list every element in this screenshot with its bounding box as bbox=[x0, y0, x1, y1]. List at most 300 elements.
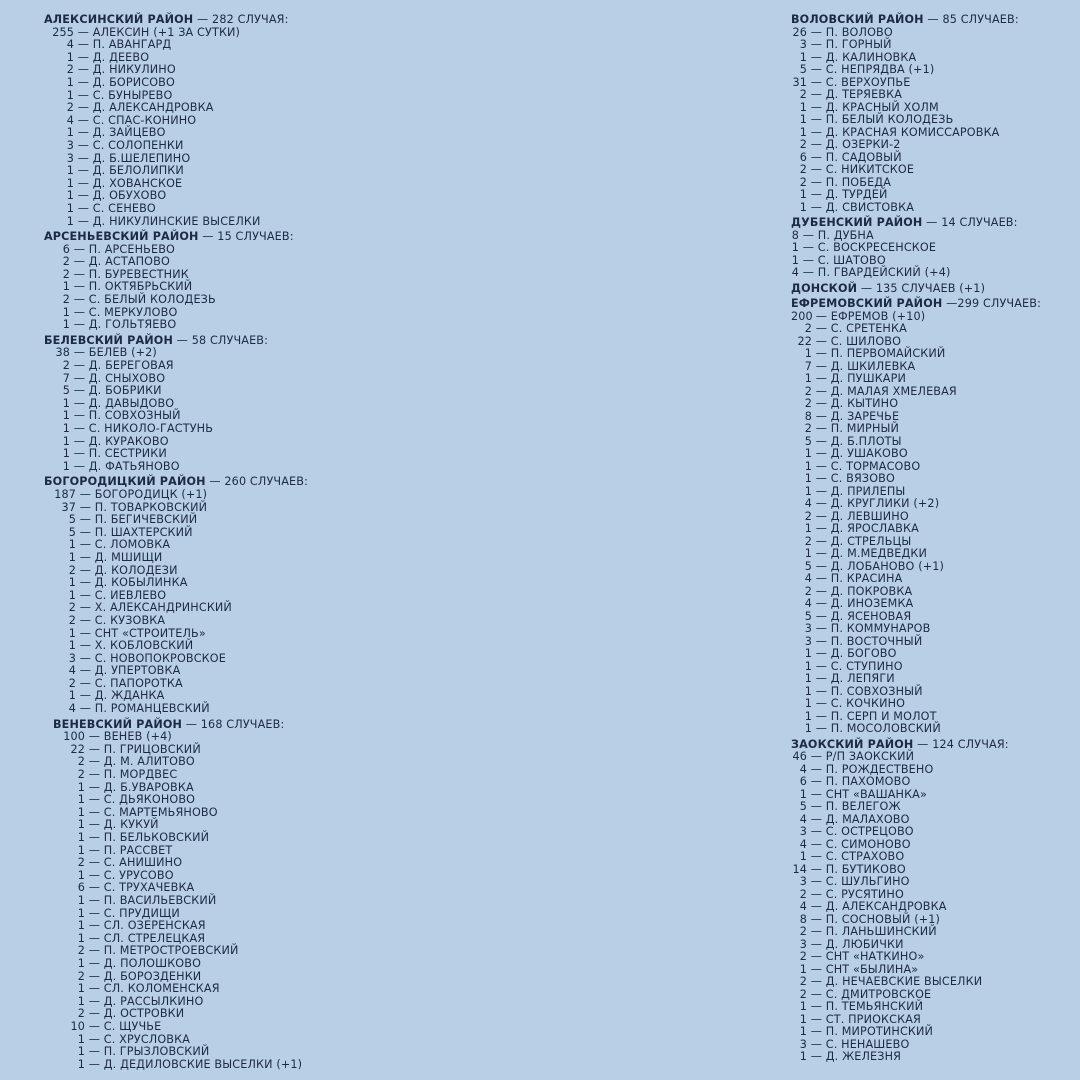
case-count: 6 bbox=[799, 150, 807, 164]
settlement-name: — П. ГОРНЫЙ bbox=[810, 38, 892, 52]
case-count: 2 bbox=[68, 563, 76, 577]
settlement-name: — С. ОСТРЕЦОВО bbox=[810, 825, 914, 839]
list-item bbox=[791, 267, 1076, 280]
settlement-name: — Д. УПЕРТОВКА bbox=[79, 664, 181, 678]
settlement-name: — Д. КАЛИНОВКА bbox=[810, 50, 917, 64]
settlement-name: — Д. УШАКОВО bbox=[815, 447, 908, 461]
case-count: 1 bbox=[804, 472, 812, 486]
case-count: 1 bbox=[68, 538, 76, 552]
case-count: 4 bbox=[804, 572, 812, 586]
district-name: ЕФРЕМОВСКИЙ РАЙОН bbox=[791, 297, 943, 311]
settlement-name: — С. СТРАХОВО bbox=[810, 850, 905, 864]
case-count: 1 bbox=[66, 164, 74, 178]
case-count: 2 bbox=[799, 950, 807, 964]
settlement-name: — П. БУТИКОВО bbox=[810, 862, 906, 876]
case-count: 2 bbox=[799, 975, 807, 989]
case-count: 1 bbox=[66, 214, 74, 228]
settlement-name: — Д. КРАСНАЯ КОМИССАРОВКА bbox=[810, 125, 1000, 139]
district-block bbox=[44, 719, 544, 1072]
settlement-name: — С. МАРТЕМЬЯНОВО bbox=[88, 805, 218, 819]
settlement-name: — П. КОММУНАРОВ bbox=[815, 622, 931, 636]
list-item bbox=[44, 461, 544, 474]
settlement-name: — П. МОСОЛОВСКИЙ bbox=[815, 722, 941, 736]
settlement-name: — С. СОЛОПЕНКИ bbox=[77, 138, 184, 152]
case-count: 3 bbox=[68, 651, 76, 665]
settlement-name: — П. ПОБЕДА bbox=[810, 175, 891, 189]
case-count: 1 bbox=[77, 805, 85, 819]
list-item bbox=[44, 703, 544, 716]
case-count: 38 bbox=[55, 346, 70, 360]
case-count: 255 bbox=[52, 25, 74, 39]
case-count: 1 bbox=[804, 659, 812, 673]
case-count: 3 bbox=[804, 634, 812, 648]
case-count: 3 bbox=[66, 138, 74, 152]
settlement-name: — С. ВЯЗОВО bbox=[815, 472, 895, 486]
case-count: 1 bbox=[77, 931, 85, 945]
case-count: 6 bbox=[799, 775, 807, 789]
case-count: 8 bbox=[799, 912, 807, 926]
settlement-name: — П. АВАНГАРД bbox=[77, 38, 172, 52]
case-count: 1 bbox=[799, 850, 807, 864]
settlement-name: — Д. ПУШКАРИ bbox=[815, 372, 907, 386]
settlement-name: — Д. БОГОВО bbox=[815, 647, 897, 661]
settlement-name: — П. ОКТЯБРЬСКИЙ bbox=[73, 280, 193, 294]
settlement-name: — П. МЕТРОСТРОЕВСКИЙ bbox=[88, 944, 239, 958]
settlement-name: — Д. ЛЮБИЧКИ bbox=[810, 937, 904, 951]
list-item bbox=[44, 319, 544, 332]
case-count: 2 bbox=[77, 969, 85, 983]
case-count: 8 bbox=[791, 228, 799, 242]
settlement-name: — П. МИРНЫЙ bbox=[815, 422, 900, 436]
case-count: 1 bbox=[804, 447, 812, 461]
district-block bbox=[791, 283, 1076, 296]
case-count: 31 bbox=[792, 75, 807, 89]
case-count: 3 bbox=[799, 937, 807, 951]
settlement-name: — Д. ОБУХОВО bbox=[77, 189, 167, 203]
case-count: 1 bbox=[77, 793, 85, 807]
case-count: 4 bbox=[68, 702, 76, 716]
settlement-name: — С. ЩУЧЬЕ bbox=[88, 1019, 162, 1033]
settlement-name: — Д. КУКУЙ bbox=[88, 818, 159, 832]
district-block bbox=[44, 335, 544, 474]
settlement-name: — С. ВЕРХОУПЬЕ bbox=[810, 75, 911, 89]
case-count: 1 bbox=[62, 396, 70, 410]
list-item bbox=[44, 1059, 544, 1072]
case-count: 14 bbox=[792, 862, 807, 876]
settlement-name: — С. НИКИТСКОЕ bbox=[810, 163, 915, 177]
settlement-name: — С. ПАПОРОТКА bbox=[79, 676, 183, 690]
settlement-name: — СЛ. ОЗЕРЕНСКАЯ bbox=[88, 919, 206, 933]
case-count: 5 bbox=[804, 609, 812, 623]
list-item bbox=[791, 1051, 1076, 1064]
settlement-name: — П. САДОВЫЙ bbox=[810, 150, 902, 164]
case-count: 2 bbox=[799, 88, 807, 102]
district-name: ВОЛОВСКИЙ РАЙОН bbox=[791, 13, 924, 26]
case-count: 2 bbox=[804, 422, 812, 436]
settlement-name: — Х. АЛЕКСАНДРИНСКИЙ bbox=[79, 601, 232, 615]
case-count: 5 bbox=[68, 513, 76, 527]
case-count: 1 bbox=[799, 113, 807, 127]
settlement-name: — СНТ «СТРОИТЕЛЬ» bbox=[79, 626, 206, 640]
settlement-name: — П. СЕСТРИКИ bbox=[73, 447, 167, 461]
settlement-name: — С. ВОСКРЕСЕНСКОЕ bbox=[802, 241, 937, 255]
settlement-name: — С. НЕПРЯДВА (+1) bbox=[810, 63, 935, 77]
case-count: 2 bbox=[799, 925, 807, 939]
case-count: 1 bbox=[62, 434, 70, 448]
list-item bbox=[44, 216, 544, 229]
case-count: 1 bbox=[77, 1045, 85, 1059]
case-count: 1 bbox=[804, 722, 812, 736]
district-total: — 58 СЛУЧАЕВ: bbox=[176, 333, 269, 347]
settlement-name: — Д. ГОЛЬТЯЕВО bbox=[73, 318, 177, 332]
case-count: 200 bbox=[791, 309, 813, 323]
case-count: 7 bbox=[804, 359, 812, 373]
settlement-name: — Д. ТУРДЕЙ bbox=[810, 188, 888, 202]
settlement-name: — Д. КЫТИНО bbox=[815, 397, 899, 411]
case-count: 7 bbox=[62, 371, 70, 385]
district-total: — 15 СЛУЧАЕВ: bbox=[202, 230, 294, 244]
settlement-name: — С. ЛОМОВКА bbox=[79, 538, 171, 552]
settlement-name: — П. СЕРП И МОЛОТ bbox=[815, 709, 937, 723]
settlement-name: — С. ШИЛОВО bbox=[815, 334, 902, 348]
settlement-name: — Д. ШКИЛЕВКА bbox=[815, 359, 916, 373]
district-block bbox=[44, 231, 544, 332]
settlement-name: — Д. М. АЛИТОВО bbox=[88, 755, 195, 769]
settlement-name: — С. ПРУДИЩИ bbox=[88, 906, 180, 920]
settlement-name: — Д. ПОКРОВКА bbox=[815, 584, 913, 598]
settlement-name: — СНТ «БЫЛИНА» bbox=[810, 962, 919, 976]
settlement-name: — Д. КОБЫЛИНКА bbox=[79, 576, 188, 590]
case-count: 1 bbox=[77, 780, 85, 794]
case-count: 1 bbox=[68, 550, 76, 564]
settlement-name: — Д. Б.ШЕЛЕПИНО bbox=[77, 151, 191, 165]
settlement-name: — Д. СТРЕЛЬЦЫ bbox=[815, 534, 912, 548]
case-count: 1 bbox=[77, 906, 85, 920]
case-count: 1 bbox=[77, 956, 85, 970]
district-total: — 85 СЛУЧАЕВ: bbox=[927, 13, 1019, 26]
settlement-name: — Д. БОРОЗДЕНКИ bbox=[88, 969, 202, 983]
settlement-name: — Д. ДЕДИЛОВСКИЕ ВЫСЕЛКИ (+1) bbox=[88, 1057, 303, 1071]
case-count: 1 bbox=[66, 201, 74, 215]
settlement-name: — П. ЛАНЬШИНСКИЙ bbox=[810, 925, 937, 939]
settlement-name: — ВЕНЕВ (+4) bbox=[88, 730, 172, 744]
case-count: 1 bbox=[66, 126, 74, 140]
settlement-name: — С. СРЕТЕНКА bbox=[815, 322, 907, 336]
settlement-name: — С. НОВОПОКРОВСКОЕ bbox=[79, 651, 226, 665]
case-count: 2 bbox=[62, 359, 70, 373]
settlement-name: — П. ВОЛОВО bbox=[810, 25, 893, 39]
case-count: 2 bbox=[804, 584, 812, 598]
case-count: 1 bbox=[77, 868, 85, 882]
settlement-name: — Д. АСТАПОВО bbox=[73, 255, 170, 269]
case-count: 1 bbox=[77, 843, 85, 857]
case-count: 3 bbox=[799, 38, 807, 52]
case-count: 1 bbox=[66, 176, 74, 190]
case-count: 2 bbox=[77, 1007, 85, 1021]
settlement-name: — П. БЕЛЬКОВСКИЙ bbox=[88, 831, 210, 844]
case-count: 187 bbox=[54, 487, 76, 501]
case-count: 4 bbox=[799, 762, 807, 776]
case-count: 1 bbox=[77, 919, 85, 933]
settlement-name: — Д. Б.ПЛОТЫ bbox=[815, 434, 902, 448]
settlement-name: — Д. ЛЕПЯГИ bbox=[815, 672, 895, 686]
case-count: 2 bbox=[62, 255, 70, 269]
case-count: 2 bbox=[62, 293, 70, 307]
settlement-name: — С. КУЗОВКА bbox=[79, 613, 166, 627]
case-count: 1 bbox=[77, 1032, 85, 1046]
settlement-name: — Д. КРАСНЫЙ ХОЛМ bbox=[810, 100, 939, 114]
settlement-name: — Д. ЛОБАНОВО (+1) bbox=[815, 559, 945, 573]
case-count: 1 bbox=[62, 318, 70, 332]
settlement-name: — Д. ЗАЙЦЕВО bbox=[77, 126, 166, 140]
settlement-name: — С. НЕНАШЕВО bbox=[810, 1037, 910, 1051]
settlement-name: — Д. АЛЕКСАНДРОВКА bbox=[810, 900, 947, 914]
settlement-name: — С. НИКОЛО-ГАСТУНЬ bbox=[73, 422, 214, 435]
settlement-name: — П. СОСНОВЫЙ (+1) bbox=[810, 912, 941, 926]
case-count: 2 bbox=[804, 397, 812, 411]
case-count: 100 bbox=[63, 730, 85, 744]
district-total: — 124 СЛУЧАЯ: bbox=[917, 737, 1009, 751]
settlement-name: — С. СТУПИНО bbox=[815, 659, 903, 673]
case-count: 1 bbox=[66, 50, 74, 64]
settlement-name: — Д. НЕЧАЕВСКИЕ ВЫСЕЛКИ bbox=[810, 975, 983, 989]
case-count: 2 bbox=[804, 384, 812, 398]
settlement-name: — Д. БЕЛОЛИПКИ bbox=[77, 164, 184, 178]
settlement-name: — П. РАССВЕТ bbox=[88, 843, 173, 857]
settlement-name: — С. ШАТОВО bbox=[802, 253, 886, 267]
case-count: 37 bbox=[61, 500, 76, 514]
settlement-name: — С. ИЕВЛЕВО bbox=[79, 588, 167, 602]
settlement-name: — АЛЕКСИН (+1 ЗА СУТКИ) bbox=[77, 25, 241, 39]
case-count: 1 bbox=[799, 200, 807, 214]
case-count: 1 bbox=[804, 672, 812, 686]
settlement-name: — П. ДУБНА bbox=[802, 228, 874, 242]
case-count: 1 bbox=[62, 280, 70, 294]
settlement-name: — СТ. ПРИОКСКАЯ bbox=[810, 1012, 921, 1026]
case-count: 5 bbox=[62, 384, 70, 398]
settlement-name: — С. ДМИТРОВСКОЕ bbox=[810, 987, 932, 1001]
case-count: 6 bbox=[77, 881, 85, 895]
case-count: 1 bbox=[799, 787, 807, 801]
case-count: 2 bbox=[804, 322, 812, 336]
case-count: 5 bbox=[799, 800, 807, 814]
case-count: 1 bbox=[68, 576, 76, 590]
case-count: 2 bbox=[799, 175, 807, 189]
settlement-name: — Д. ЯСЕНОВАЯ bbox=[815, 609, 912, 623]
settlement-name: — С. ШУЛЬГИНО bbox=[810, 875, 910, 889]
case-count: 4 bbox=[791, 266, 799, 280]
settlement-name: — С. СПАС-КОНИНО bbox=[77, 113, 197, 127]
case-count: 5 bbox=[804, 559, 812, 573]
settlement-name: — Д. РАССЫЛКИНО bbox=[88, 994, 204, 1008]
settlement-name: — Д. ПОЛОШКОВО bbox=[88, 956, 202, 970]
district-block bbox=[791, 217, 1076, 280]
case-count: 1 bbox=[791, 253, 799, 267]
settlement-name: — Д. ЯРОСЛАВКА bbox=[815, 522, 919, 536]
district-total: — 282 СЛУЧАЯ: bbox=[197, 13, 289, 26]
settlement-name: — П. БЕЛЫЙ КОЛОДЕЗЬ bbox=[810, 113, 954, 127]
case-count: 22 bbox=[70, 742, 85, 756]
list-item bbox=[791, 202, 1076, 215]
case-count: 4 bbox=[804, 597, 812, 611]
case-count: 4 bbox=[66, 38, 74, 52]
case-count: 2 bbox=[77, 755, 85, 769]
settlement-name: — С. ХРУСЛОВКА bbox=[88, 1032, 191, 1046]
case-count: 1 bbox=[799, 50, 807, 64]
settlement-name: — Д. ДАВЫДОВО bbox=[73, 396, 175, 410]
case-count: 1 bbox=[799, 1012, 807, 1026]
settlement-name: — С. РУСЯТИНО bbox=[810, 887, 904, 901]
settlement-name: — Д. ОСТРОВКИ bbox=[88, 1007, 185, 1021]
case-count: 2 bbox=[77, 944, 85, 958]
case-count: 4 bbox=[799, 812, 807, 826]
settlement-name: — Д. ДЕЕВО bbox=[77, 50, 150, 64]
settlement-name: — СЛ. КОЛОМЕНСКАЯ bbox=[88, 982, 220, 996]
list-item bbox=[791, 723, 1076, 736]
case-count: 22 bbox=[797, 334, 812, 348]
settlement-name: — Д. СНЫХОВО bbox=[73, 371, 166, 385]
case-count: 2 bbox=[799, 138, 807, 152]
case-count: 1 bbox=[68, 626, 76, 640]
settlement-name: — Д. НИКУЛИНО bbox=[77, 63, 176, 77]
case-count: 1 bbox=[77, 818, 85, 832]
settlement-name: — Д. Б.УВАРОВКА bbox=[88, 780, 194, 794]
settlement-name: — С. СИМОНОВО bbox=[810, 837, 911, 851]
right-column bbox=[791, 14, 1076, 1067]
case-count: 1 bbox=[804, 709, 812, 723]
settlement-name: — П. ГРЫЗЛОВСКИЙ bbox=[88, 1045, 210, 1059]
case-count: 2 bbox=[68, 676, 76, 690]
case-count: 1 bbox=[799, 1000, 807, 1014]
settlement-name: — БЕЛЕВ (+2) bbox=[73, 346, 157, 360]
case-count: 1 bbox=[77, 893, 85, 907]
district-name: ДУБЕНСКИЙ РАЙОН bbox=[791, 216, 923, 230]
settlement-name: — Д. М.МЕДВЕДКИ bbox=[815, 547, 928, 561]
case-count: 10 bbox=[70, 1019, 85, 1033]
case-count: 1 bbox=[804, 347, 812, 361]
case-count: 1 bbox=[799, 1025, 807, 1039]
settlement-name: — Д. БОБРИКИ bbox=[73, 384, 162, 398]
settlement-name: — Р/П ЗАОКСКИЙ bbox=[810, 750, 915, 764]
settlement-name: — П. ТОВАРКОВСКИЙ bbox=[79, 500, 208, 514]
case-count: 3 bbox=[799, 825, 807, 839]
case-count: 1 bbox=[799, 100, 807, 114]
district-name: БОГОРОДИЦКИЙ РАЙОН bbox=[44, 475, 206, 489]
case-count: 2 bbox=[804, 509, 812, 523]
settlement-name: — Д. ИНОЗЕМКА bbox=[815, 597, 914, 611]
settlement-name: — Д. КУРАКОВО bbox=[73, 434, 169, 448]
settlement-name: — П. БЕГИЧЕВСКИЙ bbox=[79, 513, 198, 527]
case-count: 5 bbox=[799, 63, 807, 77]
settlement-name: — С. МЕРКУЛОВО bbox=[73, 305, 178, 319]
case-count: 1 bbox=[804, 372, 812, 386]
settlement-name: — Д. ТЕРЯЕВКА bbox=[810, 88, 903, 102]
settlement-name: — Д. ОЗЕРКИ-2 bbox=[810, 138, 901, 152]
settlement-name: — С. БУНЫРЕВО bbox=[77, 88, 173, 102]
settlement-name: — Д. ЖЕЛЕЗНЯ bbox=[810, 1050, 902, 1064]
district-total: — 168 СЛУЧАЕВ: bbox=[185, 717, 285, 731]
settlement-name: — С. ТРУХАЧЕВКА bbox=[88, 881, 195, 895]
district-total: —299 СЛУЧАЕВ: bbox=[946, 297, 1042, 311]
district-name: АЛЕКСИНСКИЙ РАЙОН bbox=[44, 13, 194, 26]
settlement-name: — Д. ЛЕВШИНО bbox=[815, 509, 909, 523]
left-column bbox=[44, 14, 544, 1074]
case-count: 3 bbox=[799, 875, 807, 889]
case-count: 1 bbox=[799, 962, 807, 976]
case-count: 4 bbox=[68, 664, 76, 678]
case-count: 5 bbox=[804, 434, 812, 448]
case-count: 2 bbox=[799, 987, 807, 1001]
settlement-name: — С. СЕНЕВО bbox=[77, 201, 156, 215]
settlement-name: — П. СОВХОЗНЫЙ bbox=[815, 684, 923, 698]
case-count: 1 bbox=[804, 547, 812, 561]
settlement-name: — Д. ПРИЛЕПЫ bbox=[815, 484, 906, 498]
settlement-name: — Д. НИКУЛИНСКИЕ ВЫСЕЛКИ bbox=[77, 214, 261, 228]
settlement-name: — Д. БЕРЕГОВАЯ bbox=[73, 359, 174, 373]
case-count: 1 bbox=[791, 241, 799, 255]
settlement-name: — П. ПЕРВОМАЙСКИЙ bbox=[815, 347, 946, 361]
settlement-name: — Д. МАЛАХОВО bbox=[810, 812, 910, 826]
settlement-name: — Д. ХОВАНСКОЕ bbox=[77, 176, 183, 190]
district-block bbox=[44, 14, 544, 228]
settlement-name: — П. БУРЕВЕСТНИК bbox=[73, 267, 189, 281]
case-count: 1 bbox=[68, 639, 76, 653]
settlement-name: — Д. КРУГЛИКИ (+2) bbox=[815, 497, 940, 511]
case-count: 1 bbox=[66, 88, 74, 102]
settlement-name: — Д. МШИЩИ bbox=[79, 550, 163, 564]
settlement-name: — П. ВАСИЛЬЕВСКИЙ bbox=[88, 893, 217, 907]
settlement-name: — Д. ФАТЬЯНОВО bbox=[73, 459, 180, 473]
settlement-name: — П. РОМАНЦЕВСКИЙ bbox=[79, 702, 210, 716]
settlement-name: — ЕФРЕМОВ (+10) bbox=[815, 309, 926, 323]
settlement-name: — П. ВЕЛЕГОЖ bbox=[810, 800, 901, 814]
district-name: ДОНСКОЙ bbox=[791, 281, 858, 295]
district-name: АРСЕНЬЕВСКИЙ РАЙОН bbox=[44, 230, 199, 244]
district-block bbox=[791, 298, 1076, 736]
case-count: 2 bbox=[77, 768, 85, 782]
case-count: 1 bbox=[77, 831, 85, 844]
case-count: 2 bbox=[66, 63, 74, 77]
case-count: 4 bbox=[804, 497, 812, 511]
case-count: 1 bbox=[77, 982, 85, 996]
case-count: 4 bbox=[799, 837, 807, 851]
settlement-name: — Д. СВИСТОВКА bbox=[810, 200, 914, 214]
settlement-name: — П. ВОСТОЧНЫЙ bbox=[815, 634, 923, 648]
settlement-name: — П. ПАХОМОВО bbox=[810, 775, 911, 789]
case-count: 1 bbox=[77, 1057, 85, 1071]
case-count: 3 bbox=[804, 622, 812, 636]
case-count: 2 bbox=[799, 887, 807, 901]
case-count: 2 bbox=[62, 267, 70, 281]
case-count: 1 bbox=[804, 484, 812, 498]
case-count: 2 bbox=[68, 613, 76, 627]
settlement-name: — Д. БОРИСОВО bbox=[77, 75, 175, 89]
settlement-name: — П. СОВХОЗНЫЙ bbox=[73, 409, 181, 423]
case-count: 1 bbox=[62, 447, 70, 461]
case-count: 5 bbox=[68, 525, 76, 539]
settlement-name: — П. ГРИЦОВСКИЙ bbox=[88, 742, 201, 756]
settlement-name: — П. АРСЕНЬЕВО bbox=[73, 242, 176, 256]
case-count: 1 bbox=[804, 697, 812, 711]
case-count: 1 bbox=[62, 422, 70, 435]
district-total: — 260 СЛУЧАЕВ: bbox=[209, 475, 309, 489]
case-count: 2 bbox=[804, 534, 812, 548]
settlement-name: — С. ДЬЯКОНОВО bbox=[88, 793, 196, 807]
case-count: 8 bbox=[804, 409, 812, 423]
settlement-name: — С. УРУСОВО bbox=[88, 868, 174, 882]
case-count: 1 bbox=[66, 189, 74, 203]
case-count: 1 bbox=[62, 305, 70, 319]
